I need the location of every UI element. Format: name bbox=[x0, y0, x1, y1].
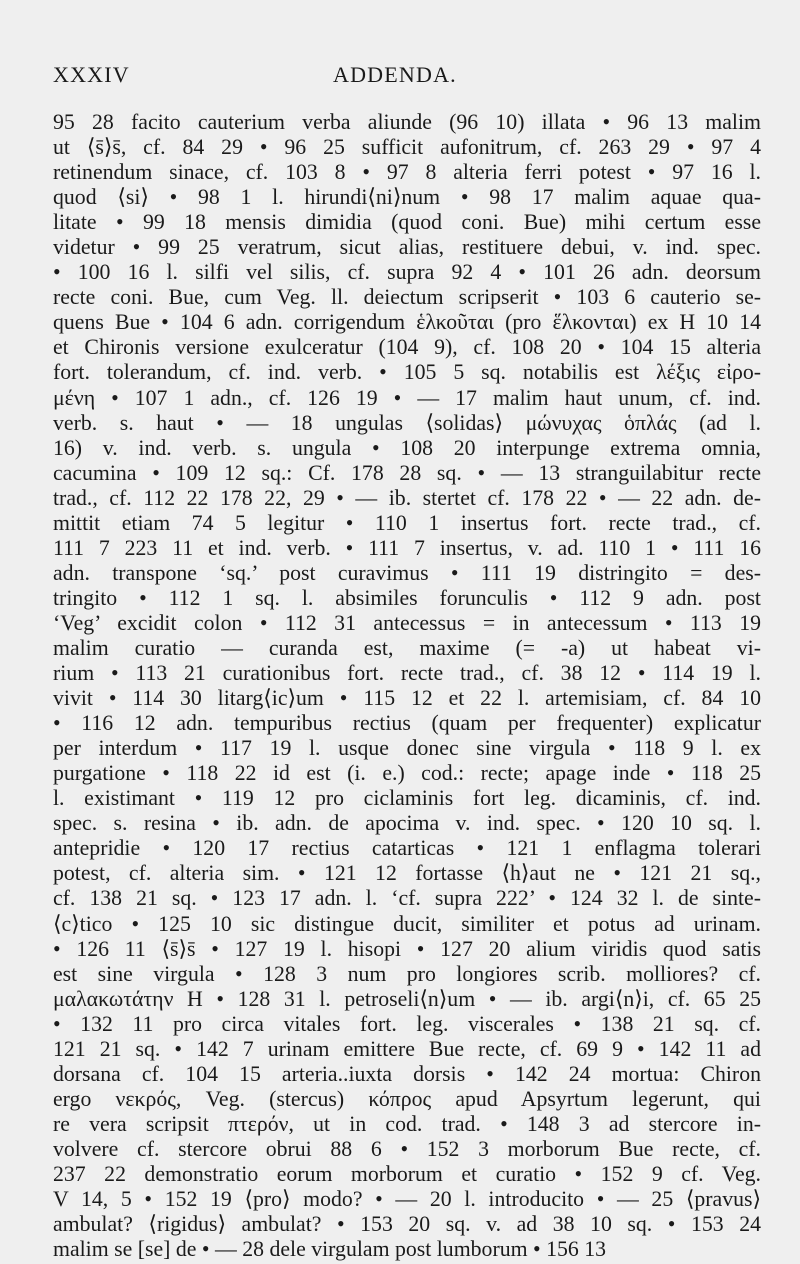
text-line: re vera scripsit πτερόν, ut in cod. trad. • 148 3 ad stercore in- bbox=[53, 1111, 761, 1136]
text-line: spec. s. resina • ib. adn. de apocima v. ind. spec. • 120 10 sq. l. bbox=[53, 811, 761, 836]
text-line: ergo νεκρός, Veg. (stercus) κόπρος apud Apsyrtum legerunt, qui bbox=[53, 1086, 761, 1111]
text-line: retinendum sinace, cf. 103 8 • 97 8 alteria ferri potest • 97 16 l. bbox=[53, 160, 761, 185]
text-line: quod ⟨si⟩ • 98 1 l. hirundi⟨ni⟩num • 98 17 malim aquae qua- bbox=[53, 185, 761, 210]
page-header bbox=[53, 62, 760, 88]
text-line: l. existimant • 119 12 pro ciclaminis fort leg. dicaminis, cf. ind. bbox=[53, 786, 761, 811]
page-number: XXXIV bbox=[53, 62, 130, 87]
running-title: ADDENDA. bbox=[333, 62, 457, 87]
text-line: rium • 113 21 curationibus fort. recte trad., cf. 38 12 • 114 19 l. bbox=[53, 661, 761, 686]
text-line: litate • 99 18 mensis dimidia (quod coni. Bue) mihi certum esse bbox=[53, 210, 761, 235]
text-line: 111 7 223 11 et ind. verb. • 111 7 insertus, v. ad. 110 1 • 111 16 bbox=[53, 535, 761, 560]
text-line: 121 21 sq. • 142 7 urinam emittere Bue recte, cf. 69 9 • 142 11 ad bbox=[53, 1036, 761, 1061]
text-line: μαλακωτάτην H • 128 31 l. petroseli⟨n⟩um • — ib. argi⟨n⟩i, cf. 65 25 bbox=[53, 986, 761, 1011]
addenda-text bbox=[53, 110, 761, 1262]
text-line: 237 22 demonstratio eorum morborum et curatio • 152 9 cf. Veg. bbox=[53, 1161, 761, 1186]
text-line: mittit etiam 74 5 legitur • 110 1 insertus fort. recte trad., cf. bbox=[53, 510, 761, 535]
text-line: ambulat? ⟨rigidus⟩ ambulat? • 153 20 sq. v. ad 38 10 sq. • 153 24 bbox=[53, 1212, 761, 1237]
text-line: quens Bue • 104 6 adn. corrigendum ἑλκοῦται (pro ἕλκονται) ex H 10 14 bbox=[53, 310, 761, 335]
text-line: ut ⟨s̄⟩s̄, cf. 84 29 • 96 25 sufficit aufonitrum, cf. 263 29 • 97 4 bbox=[53, 135, 761, 160]
text-line: adn. transpone ‘sq.’ post curavimus • 111 19 distringito = des- bbox=[53, 560, 761, 585]
text-line: fort. tolerandum, cf. ind. verb. • 105 5 sq. notabilis est λέξις εἰρο- bbox=[53, 360, 761, 385]
text-line: purgatione • 118 22 id est (i. e.) cod.: recte; apage inde • 118 25 bbox=[53, 761, 761, 786]
text-line: malim se [se] de • — 28 dele virgulam post lumborum • 156 13 bbox=[53, 1237, 607, 1262]
text-line: • 100 16 l. silfi vel silis, cf. supra 92 4 • 101 26 adn. deorsum bbox=[53, 260, 761, 285]
text-line: ⟨c⟩tico • 125 10 sic distingue ducit, similiter et potus ad urinam. bbox=[53, 911, 761, 936]
text-line: trad., cf. 112 22 178 22, 29 • — ib. stertet cf. 178 22 • — 22 adn. de- bbox=[53, 485, 761, 510]
text-line: volvere cf. stercore obrui 88 6 • 152 3 morborum Bue recte, cf. bbox=[53, 1136, 761, 1161]
text-line: • 126 11 ⟨s̄⟩s̄ • 127 19 l. hisopi • 127 20 alium viridis quod satis bbox=[53, 936, 761, 961]
text-line: dorsana cf. 104 15 arteria..iuxta dorsis • 142 24 mortua: Chiron bbox=[53, 1061, 761, 1086]
text-line: • 132 11 pro circa vitales fort. leg. viscerales • 138 21 sq. cf. bbox=[53, 1011, 761, 1036]
text-line: • 116 12 adn. tempuribus rectius (quam per frequenter) explicatur bbox=[53, 711, 761, 736]
text-line: recte coni. Bue, cum Veg. ll. deiectum scripserit • 103 6 cauterio se- bbox=[53, 285, 761, 310]
text-line: tringito • 112 1 sq. l. absimiles forunculis • 112 9 adn. post bbox=[53, 585, 761, 610]
text-line: cf. 138 21 sq. • 123 17 adn. l. ‘cf. supra 222’ • 124 32 l. de sinte- bbox=[53, 886, 761, 911]
text-line: μένη • 107 1 adn., cf. 126 19 • — 17 malim haut unum, cf. ind. bbox=[53, 385, 761, 410]
text-line: cacumina • 109 12 sq.: Cf. 178 28 sq. • — 13 stranguilabitur recte bbox=[53, 460, 761, 485]
text-line: potest, cf. alteria sim. • 121 12 fortasse ⟨h⟩aut ne • 121 21 sq., bbox=[53, 861, 761, 886]
text-line: verb. s. haut • — 18 ungulas ⟨solidas⟩ μώνυχας ὁπλάς (ad l. bbox=[53, 410, 761, 435]
text-line: est sine virgula • 128 3 num pro longiores scrib. molliores? cf. bbox=[53, 961, 761, 986]
text-line: antepridie • 120 17 rectius catarticas • 121 1 enflagma tolerari bbox=[53, 836, 761, 861]
text-line: et Chironis versione exulceratur (104 9), cf. 108 20 • 104 15 alteria bbox=[53, 335, 761, 360]
text-line: videtur • 99 25 veratrum, sicut alias, restituere debui, v. ind. spec. bbox=[53, 235, 761, 260]
text-line: 16) v. ind. verb. s. ungula • 108 20 interpunge extrema omnia, bbox=[53, 435, 761, 460]
text-line: 95 28 facito cauterium verba aliunde (96 10) illata • 96 13 malim bbox=[53, 110, 761, 134]
text-line: vivit • 114 30 litarg⟨ic⟩um • 115 12 et 22 l. artemisiam, cf. 84 10 bbox=[53, 686, 761, 711]
text-line: V 14, 5 • 152 19 ⟨pro⟩ modo? • — 20 l. introducito • — 25 ⟨pravus⟩ bbox=[53, 1187, 761, 1212]
text-line: malim curatio — curanda est, maxime (= -a) ut habeat vi- bbox=[53, 635, 761, 660]
text-line: per interdum • 117 19 l. usque donec sine virgula • 118 9 l. ex bbox=[53, 736, 761, 761]
text-line: ‘Veg’ excidit colon • 112 31 antecessus = in antecessum • 113 19 bbox=[53, 610, 761, 635]
